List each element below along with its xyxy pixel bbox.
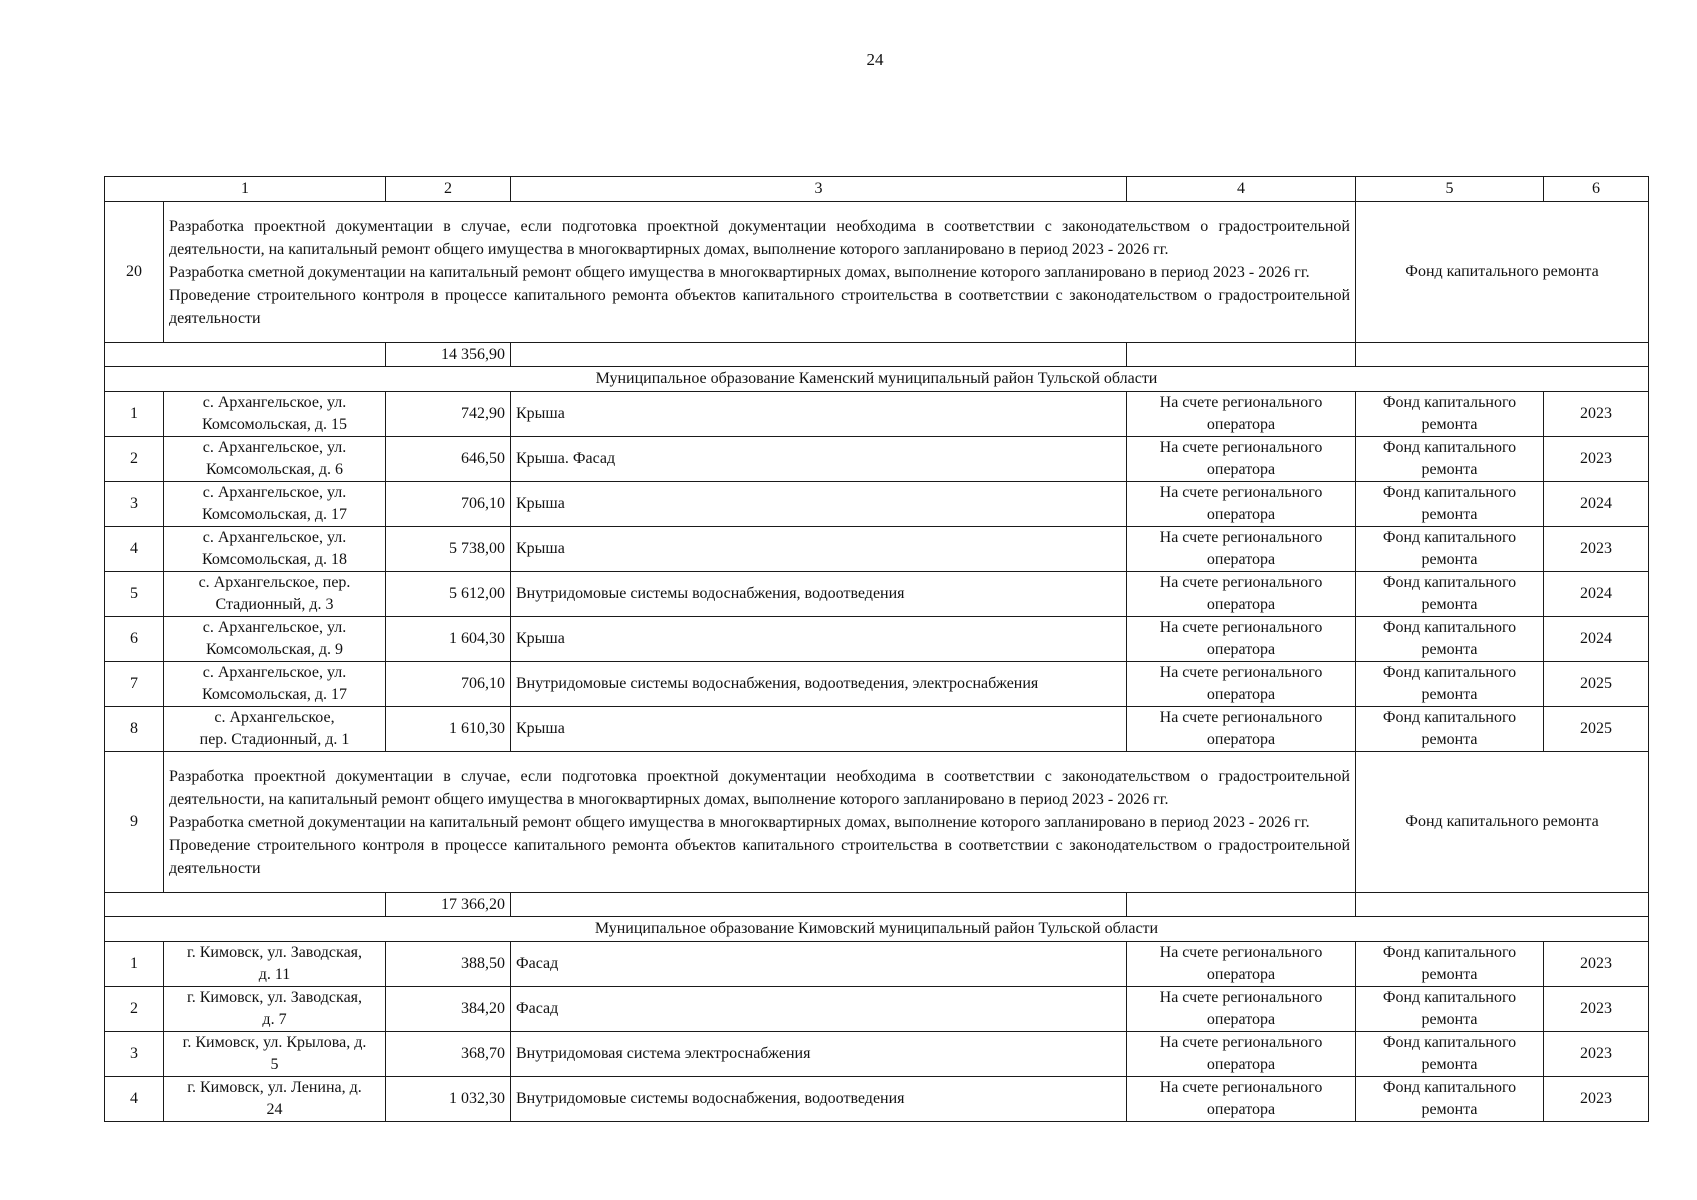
funding-line: ремонта (1421, 551, 1478, 568)
row-number: 2 (105, 437, 164, 482)
account-line: оператора (1206, 731, 1276, 748)
funding-source (1356, 617, 1544, 662)
building-area: 646,50 (386, 437, 511, 482)
municipality-header-row (105, 917, 1649, 942)
account-line: оператора (1206, 416, 1276, 433)
address-line: Комсомольская, д. 9 (206, 641, 343, 658)
total-area: 14 356,90 (386, 343, 511, 367)
account-line: оператора (1206, 596, 1276, 613)
column-number-row (105, 177, 1649, 202)
column-number: 5 (1356, 177, 1544, 202)
row-number: 9 (105, 752, 164, 893)
account-type (1127, 707, 1356, 752)
building-row (105, 942, 1649, 987)
funding-line: ремонта (1421, 1056, 1478, 1073)
work-type: Фасад (511, 942, 1127, 987)
address-line: Комсомольская, д. 15 (202, 416, 347, 433)
empty-cell (1356, 343, 1649, 367)
works-paragraph: Разработка сметной документации на капитальный ремонт общего имущества в многоквартирных домах, выполнение которого запланировано в период 2023 - 2026 гг. (169, 813, 1310, 831)
work-type: Крыша (511, 482, 1127, 527)
building-area: 1 610,30 (386, 707, 511, 752)
funding-line: ремонта (1421, 506, 1478, 523)
planned-year: 2023 (1544, 942, 1649, 987)
account-line: оператора (1206, 551, 1276, 568)
building-row (105, 437, 1649, 482)
address-line: с. Архангельское, ул. (202, 619, 347, 636)
row-number: 3 (105, 1032, 164, 1077)
account-type (1127, 1032, 1356, 1077)
building-area: 706,10 (386, 482, 511, 527)
account-type (1127, 617, 1356, 662)
building-row (105, 707, 1649, 752)
address-line: Стадионный, д. 3 (215, 596, 334, 613)
address-line: г. Кимовск, ул. Заводская, (186, 989, 363, 1006)
funding-line: ремонта (1421, 641, 1478, 658)
works-description (164, 202, 1356, 343)
total-area: 17 366,20 (386, 893, 511, 917)
building-row (105, 572, 1649, 617)
account-line: оператора (1206, 1056, 1276, 1073)
total-row (105, 893, 1649, 917)
building-area: 5 738,00 (386, 527, 511, 572)
funding-source (1356, 527, 1544, 572)
account-line: оператора (1206, 686, 1276, 703)
works-paragraph: Разработка проектной документации в случае, если подготовка проектной документации необходима в соответствии с законодательством о градостроительной деятельности, на капитальный ремонт общего имущества в многоквартирных домах, выполнение которого запланировано в период 2023 - 2026 гг. (169, 767, 1350, 808)
building-address (164, 1077, 386, 1122)
address-line: 24 (266, 1101, 283, 1118)
row-number: 2 (105, 987, 164, 1032)
funding-line: ремонта (1421, 1101, 1478, 1118)
address-line: с. Архангельское, (214, 709, 335, 726)
empty-cell (1127, 893, 1356, 917)
account-type (1127, 1077, 1356, 1122)
planned-year: 2024 (1544, 482, 1649, 527)
building-row (105, 662, 1649, 707)
funding-line: ремонта (1421, 966, 1478, 983)
building-address (164, 392, 386, 437)
building-row (105, 617, 1649, 662)
municipality-header-row (105, 367, 1649, 392)
account-type (1127, 662, 1356, 707)
work-type: Крыша (511, 392, 1127, 437)
planned-year: 2023 (1544, 437, 1649, 482)
empty-cell (105, 343, 386, 367)
building-area: 384,20 (386, 987, 511, 1032)
address-line: Комсомольская, д. 17 (202, 506, 347, 523)
account-type (1127, 482, 1356, 527)
building-address (164, 987, 386, 1032)
work-type: Внутридомовые системы водоснабжения, водоотведения (511, 572, 1127, 617)
row-number: 20 (105, 202, 164, 343)
municipality-title: Муниципальное образование Кимовский муниципальный район Тульской области (105, 917, 1649, 942)
funding-line: Фонд капитального (1382, 394, 1517, 411)
account-line: оператора (1206, 966, 1276, 983)
planned-year: 2023 (1544, 527, 1649, 572)
building-row (105, 987, 1649, 1032)
building-area: 368,70 (386, 1032, 511, 1077)
funding-line: ремонта (1421, 731, 1478, 748)
work-type: Крыша. Фасад (511, 437, 1127, 482)
account-type (1127, 572, 1356, 617)
building-address (164, 662, 386, 707)
address-line: с. Архангельское, пер. (198, 574, 351, 591)
account-line: оператора (1206, 1011, 1276, 1028)
building-row (105, 1077, 1649, 1122)
address-line: г. Кимовск, ул. Ленина, д. (187, 1079, 362, 1096)
empty-cell (1127, 343, 1356, 367)
column-number: 3 (511, 177, 1127, 202)
account-type (1127, 437, 1356, 482)
building-address (164, 942, 386, 987)
works-paragraph: Проведение строительного контроля в процессе капитального ремонта объектов капитального строительства в соответствии с законодательством о градостроительной деятельности (169, 836, 1350, 877)
account-line: оператора (1206, 641, 1276, 658)
funding-source (1356, 987, 1544, 1032)
building-row (105, 482, 1649, 527)
funding-source (1356, 707, 1544, 752)
planned-year: 2025 (1544, 707, 1649, 752)
empty-cell (1356, 893, 1649, 917)
account-line: На счете регионального (1159, 1034, 1323, 1051)
funding-line: Фонд капитального (1382, 484, 1517, 501)
row-number: 1 (105, 392, 164, 437)
building-area: 1 604,30 (386, 617, 511, 662)
address-line: с. Архангельское, ул. (202, 484, 347, 501)
row-number: 4 (105, 527, 164, 572)
funding-line: Фонд капитального (1382, 664, 1517, 681)
building-address (164, 572, 386, 617)
address-line: г. Кимовск, ул. Заводская, (186, 944, 363, 961)
planned-year: 2023 (1544, 987, 1649, 1032)
row-number: 6 (105, 617, 164, 662)
funding-source (1356, 942, 1544, 987)
row-number: 8 (105, 707, 164, 752)
address-line: пер. Стадионный, д. 1 (199, 731, 350, 748)
work-type: Крыша (511, 527, 1127, 572)
works-paragraph: Разработка сметной документации на капитальный ремонт общего имущества в многоквартирных домах, выполнение которого запланировано в период 2023 - 2026 гг. (169, 263, 1310, 281)
column-number: 2 (386, 177, 511, 202)
account-line: На счете регионального (1159, 439, 1323, 456)
account-type (1127, 987, 1356, 1032)
address-line: г. Кимовск, ул. Крылова, д. (182, 1034, 367, 1051)
account-line: На счете регионального (1159, 394, 1323, 411)
account-line: оператора (1206, 1101, 1276, 1118)
account-line: На счете регионального (1159, 664, 1323, 681)
funding-line: ремонта (1421, 686, 1478, 703)
address-line: Комсомольская, д. 17 (202, 686, 347, 703)
design-works-row (105, 202, 1649, 343)
building-row (105, 527, 1649, 572)
funding-line: Фонд капитального (1382, 709, 1517, 726)
building-area: 1 032,30 (386, 1077, 511, 1122)
account-line: На счете регионального (1159, 944, 1323, 961)
building-area: 742,90 (386, 392, 511, 437)
row-number: 5 (105, 572, 164, 617)
empty-cell (105, 893, 386, 917)
funding-line: Фонд капитального (1382, 1034, 1517, 1051)
address-line: с. Архангельское, ул. (202, 394, 347, 411)
funding-line: ремонта (1421, 1011, 1478, 1028)
funding-line: Фонд капитального (1382, 1079, 1517, 1096)
repair-plan-table (104, 176, 1649, 1122)
address-line: д. 11 (258, 966, 291, 983)
account-line: На счете регионального (1159, 484, 1323, 501)
funding-line: Фонд капитального (1382, 574, 1517, 591)
row-number: 3 (105, 482, 164, 527)
funding-line: Фонд капитального (1382, 989, 1517, 1006)
funding-line: Фонд капитального (1382, 619, 1517, 636)
works-paragraph: Проведение строительного контроля в процессе капитального ремонта объектов капитального строительства в соответствии с законодательством о градостроительной деятельности (169, 286, 1350, 327)
work-type: Крыша (511, 617, 1127, 662)
building-area: 5 612,00 (386, 572, 511, 617)
building-address (164, 617, 386, 662)
account-line: оператора (1206, 506, 1276, 523)
account-line: На счете регионального (1159, 529, 1323, 546)
building-area: 388,50 (386, 942, 511, 987)
column-number: 1 (105, 177, 386, 202)
account-line: оператора (1206, 461, 1276, 478)
account-line: На счете регионального (1159, 1079, 1323, 1096)
building-area: 706,10 (386, 662, 511, 707)
design-works-row (105, 752, 1649, 893)
column-number: 6 (1544, 177, 1649, 202)
work-type: Внутридомовая система электроснабжения (511, 1032, 1127, 1077)
funding-line: ремонта (1421, 461, 1478, 478)
building-address (164, 707, 386, 752)
building-row (105, 1032, 1649, 1077)
work-type: Внутридомовые системы водоснабжения, водоотведения, электроснабжения (511, 662, 1127, 707)
building-address (164, 1032, 386, 1077)
funding-source (1356, 1032, 1544, 1077)
address-line: с. Архангельское, ул. (202, 439, 347, 456)
building-address (164, 437, 386, 482)
address-line: с. Архангельское, ул. (202, 529, 347, 546)
funding-source: Фонд капитального ремонта (1356, 202, 1649, 343)
funding-source (1356, 1077, 1544, 1122)
planned-year: 2025 (1544, 662, 1649, 707)
funding-source (1356, 662, 1544, 707)
account-line: На счете регионального (1159, 619, 1323, 636)
address-line: 5 (270, 1056, 279, 1073)
work-type: Крыша (511, 707, 1127, 752)
building-address (164, 482, 386, 527)
account-line: На счете регионального (1159, 989, 1323, 1006)
funding-line: ремонта (1421, 596, 1478, 613)
planned-year: 2024 (1544, 572, 1649, 617)
funding-source (1356, 392, 1544, 437)
account-type (1127, 527, 1356, 572)
empty-cell (511, 893, 1127, 917)
column-number: 4 (1127, 177, 1356, 202)
work-type: Фасад (511, 987, 1127, 1032)
row-number: 1 (105, 942, 164, 987)
address-line: Комсомольская, д. 18 (202, 551, 347, 568)
funding-source (1356, 437, 1544, 482)
account-line: На счете регионального (1159, 709, 1323, 726)
funding-source: Фонд капитального ремонта (1356, 752, 1649, 893)
address-line: д. 7 (262, 1011, 287, 1028)
total-row (105, 343, 1649, 367)
account-type (1127, 392, 1356, 437)
planned-year: 2023 (1544, 1077, 1649, 1122)
page-number: 24 (866, 50, 884, 69)
works-description (164, 752, 1356, 893)
building-row (105, 392, 1649, 437)
planned-year: 2024 (1544, 617, 1649, 662)
municipality-title: Муниципальное образование Каменский муниципальный район Тульской области (105, 367, 1649, 392)
funding-line: Фонд капитального (1382, 944, 1517, 961)
funding-line: Фонд капитального (1382, 529, 1517, 546)
work-type: Внутридомовые системы водоснабжения, водоотведения (511, 1077, 1127, 1122)
funding-source (1356, 482, 1544, 527)
funding-line: ремонта (1421, 416, 1478, 433)
planned-year: 2023 (1544, 392, 1649, 437)
account-line: На счете регионального (1159, 574, 1323, 591)
empty-cell (511, 343, 1127, 367)
funding-source (1356, 572, 1544, 617)
building-address (164, 527, 386, 572)
planned-year: 2023 (1544, 1032, 1649, 1077)
funding-line: Фонд капитального (1382, 439, 1517, 456)
account-type (1127, 942, 1356, 987)
row-number: 7 (105, 662, 164, 707)
address-line: Комсомольская, д. 6 (206, 461, 343, 478)
address-line: с. Архангельское, ул. (202, 664, 347, 681)
works-paragraph: Разработка проектной документации в случае, если подготовка проектной документации необходима в соответствии с законодательством о градостроительной деятельности, на капитальный ремонт общего имущества в многоквартирных домах, выполнение которого запланировано в период 2023 - 2026 гг. (169, 217, 1350, 258)
row-number: 4 (105, 1077, 164, 1122)
